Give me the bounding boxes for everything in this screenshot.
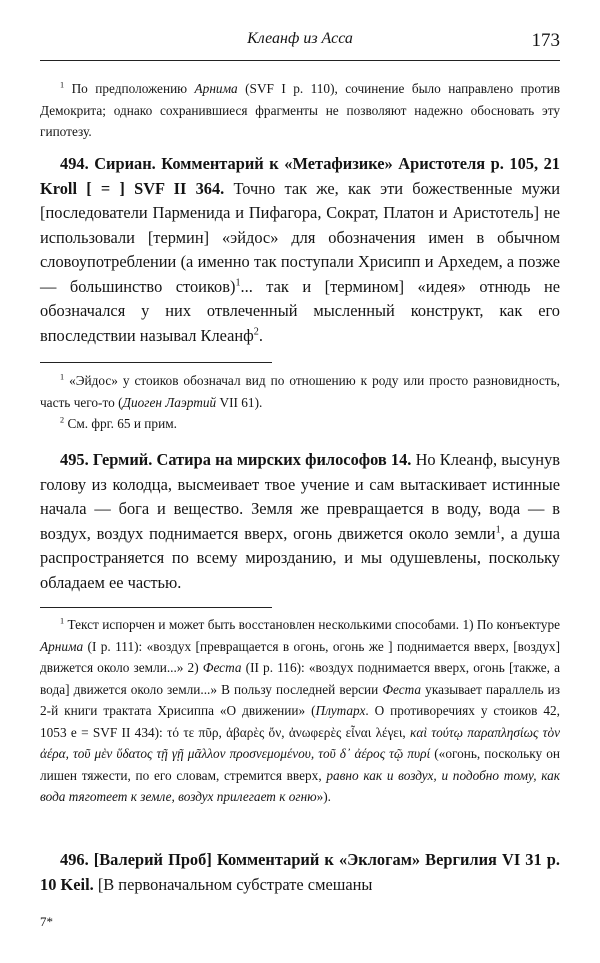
fragment-text: 494. Сириан. Комментарий к «Метафизике» Аристотеля р. 105, 21 Kroll [ = ] SVF II 364. Точно так же, как эти божественные мужи [последователи Парменида и Пифагора, Сократ, Платон и Аристотель] не использовали [термин] «эйдос» для обозначения имен в обычном словоупотреблении (а именно так поступали Хрисипп и Архедем, а позже — большинство стоиков)$^1$... так и [термином] «идея» отнюдь не обозначался у них отвлеченный мысленный конструкт, как его впоследствии называл Клеанф$^2$. — [40, 154, 561, 345]
footnotes-494 — [40, 370, 560, 435]
footnote-rule — [40, 362, 272, 363]
source-name: Диоген Лаэртий — [122, 394, 217, 410]
footnote-mark: 1 — [60, 80, 65, 90]
fragment-text: 495. Гермий. Сатира на мирских философов 14. Но Клеанф, высунув голову из колодца, высмеивает твое учение и сам вытаскивает истинные начала — бога и вещество. Земля же превращается в воду, вода — в воздух, воздух поднимается вверх, огонь движется около земли$^1$, а душа распространяется по всему мирозданию, и мы одушевлены, поскольку обладаем ее частью. — [40, 450, 560, 592]
page-header — [40, 30, 560, 52]
signature-mark: 7* — [40, 914, 53, 929]
greek-quote: καὶ τούτῳ παραπλησίως τὸν ἀέρα, τοῦ μὲν ὕδατος τῇ γῇ μᾶλλον προσνεμομένου, τοῦ δ᾽ ἀέρος τῷ πυρί — [40, 724, 560, 761]
fragment-heading: 495. Гермий. Сатира на мирских философов 14. — [60, 450, 412, 469]
footnote-text: $^1$ Текст испорчен и может быть восстановлен несколькими способами. 1) По конъектуре Арнима (I p. 111): «воздух [превращается в огонь, огонь же ] поднимается вверх, [воздух] движется около земли...» 2) Феста (II p. 116): «воздух поднимается вверх, огонь [также, а вода] движется около земли...» В пользу последней версии Феста указывает параллель из 2-й книги трактата Хрисиппа «О движении» (Плутарх. О противоречиях у стоиков 42, 1053 е = SVF II 434): τό τε πῦρ, ἀβαρὲς ὄν, ἀνωφερὲς εἶναι λέγει, καὶ τούτῳ παραπλησίως τὸν ἀέρα, τοῦ μὲν ὕδατος τῇ γῇ μᾶλλον προσνεμομένου, τοῦ δ᾽ ἀέρος τῷ πυρί («огонь, поскольку он лишен тяжести, по его словам, стремится вверх, равно как и воздух, и подобно тому, как вода тяготеет к земле, воздух прилегает к огню»). — [40, 616, 561, 804]
footnote-text: $^1$ По предположению Арнима (SVF I p. 110), сочинение было направлено против Демокрита; однако сохранившиеся фрагменты не позволяют надежно обосновать эту гипотезу. — [40, 80, 561, 139]
footnote-top — [40, 78, 560, 143]
footnote-2: $^2$ См. фрг. 65 и прим. — [60, 415, 177, 431]
footnote-rule — [40, 607, 272, 608]
fragment-heading: 494. Сириан. Комментарий к «Метафизике» Аристотеля р. 105, 21 Kroll [ = ] SVF II 364. — [40, 154, 560, 198]
note-ref: 1 — [495, 524, 501, 536]
footnote-1: $^1$ «Эйдос» у стоиков обозначал вид по отношению к роду или просто разновидность, часть чего-то (Диоген Лаэртий VII 61). — [40, 372, 560, 410]
fragment-496 — [40, 848, 560, 897]
header-rule — [40, 60, 560, 61]
page-number: 173 — [531, 30, 560, 51]
fragment-heading: 496. [Валерий Проб] Комментарий к «Эклогам» Вергилия VI 31 р. 10 Keil. — [40, 850, 560, 894]
note-ref: 2 — [253, 326, 259, 338]
running-title: Клеанф из Асса — [247, 30, 353, 47]
footnote-495 — [40, 614, 560, 808]
fragment-text: 496. [Валерий Проб] Комментарий к «Эклогам» Вергилия VI 31 р. 10 Keil. [В первоначальном субстрате смешаны — [40, 850, 560, 894]
fragment-495 — [40, 448, 560, 595]
note-ref: 1 — [235, 277, 241, 289]
author-name: Арнима — [194, 81, 238, 96]
fragment-494 — [40, 152, 560, 348]
